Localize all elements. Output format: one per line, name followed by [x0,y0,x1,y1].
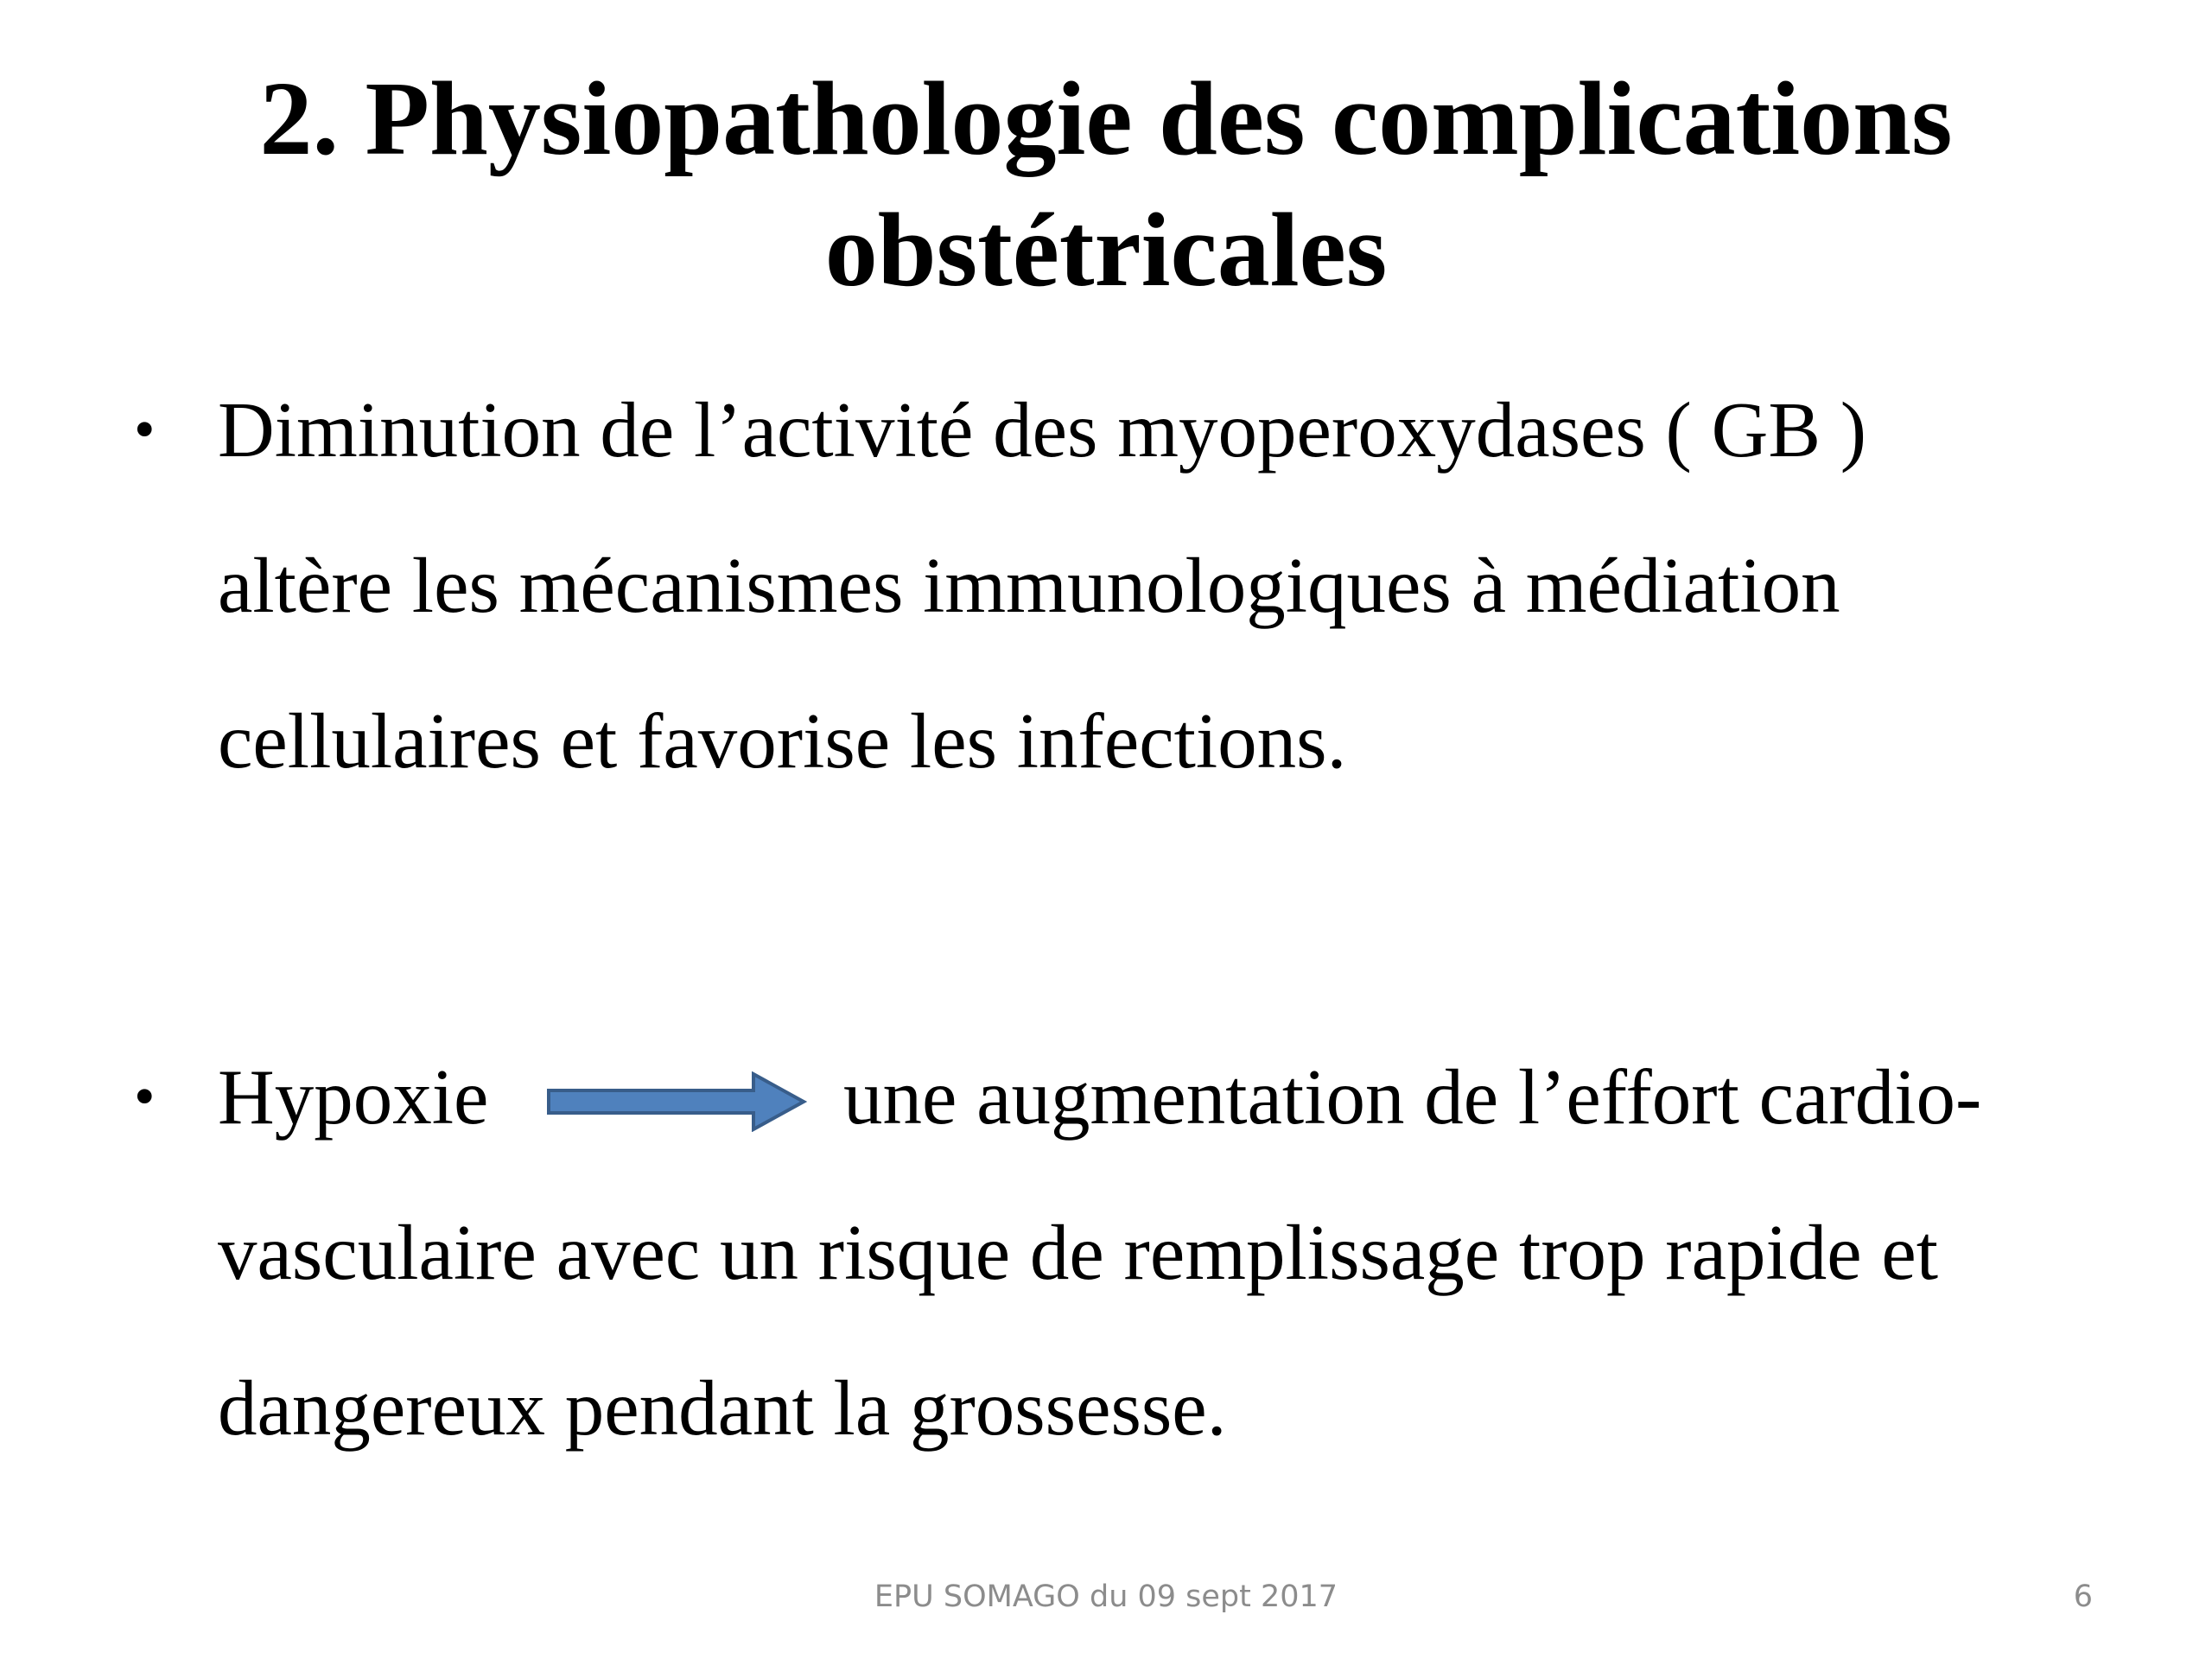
bullet-2-line-3: dangereux pendant la grossesse. [218,1364,1227,1452]
bullet-marker: • [134,1064,156,1130]
bullet-1-line-2: altère les mécanismes immunologiques à médiation [218,542,1840,629]
bullet-marker: • [134,397,156,463]
bullet-2-line-1: une augmentation de l’effort cardio- [843,1053,1982,1141]
slide-title-line-2: obstétricales [824,192,1388,308]
footer-text: EPU SOMAGO du 09 sept 2017 [874,1580,1338,1614]
right-arrow-icon [546,1071,807,1132]
page-number: 6 [2073,1580,2093,1614]
slide-title-line-1: 2. Physiopathologie des complications [259,60,1953,177]
bullet-1-line-3: cellulaires et favorise les infections. [218,697,1347,785]
bullet-2-line-2: vasculaire avec un risque de remplissage trop rapide et [218,1209,1939,1296]
bullet-2-lead: Hypoxie [218,1053,489,1141]
slide-title [0,54,2212,316]
bullet-1-line-1: Diminution de l’activité des myoperoxydases ( GB ) [218,386,1867,474]
